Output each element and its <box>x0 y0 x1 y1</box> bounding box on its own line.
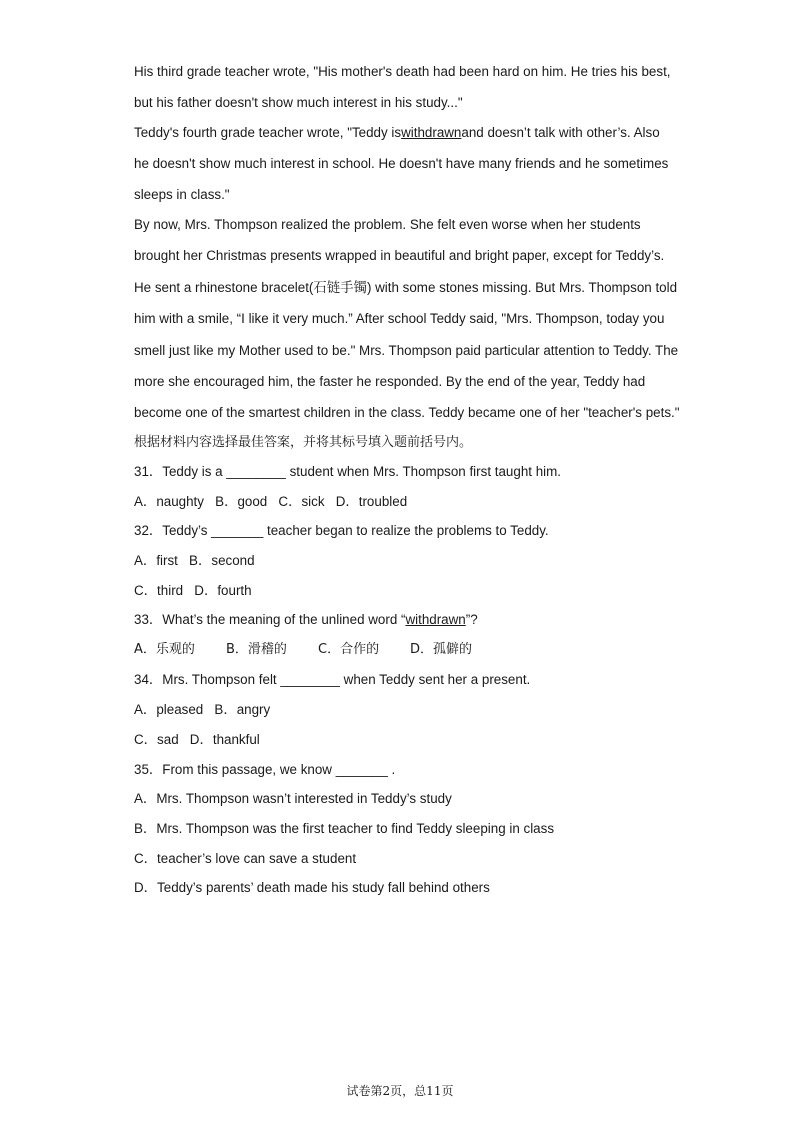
passage-line: but his father doesn't show much interest in his study..." <box>134 95 463 110</box>
option-c: C．合作的 <box>318 642 380 657</box>
stem-text: 33．What’s the meaning of the unlined word “ <box>134 612 406 627</box>
passage-line: brought her Christmas presents wrapped in beautiful and bright paper, except for Teddy’s. <box>134 248 665 263</box>
page-footer: 试卷第2页，总11页 <box>346 1084 454 1098</box>
passage-line <box>134 124 694 142</box>
underlined-word: withdrawn <box>405 612 466 627</box>
underlined-word: withdrawn <box>401 125 462 140</box>
option-b: B．滑稽的 <box>226 642 287 657</box>
question-32-options: A．first B．second <box>134 553 255 568</box>
question-32-stem: 32．Teddy’s _______ teacher began to realize the problems to Teddy. <box>134 523 549 538</box>
question-33-options <box>134 641 694 659</box>
question-34-options: A．pleased B．angry <box>134 702 271 717</box>
passage-line: By now, Mrs. Thompson realized the problem. She felt even worse when her students <box>134 217 641 232</box>
question-32-options: C．third D．fourth <box>134 583 252 598</box>
passage-line: him with a smile, “I like it very much.” After school Teddy said, "Mrs. Thompson, today you <box>134 311 665 326</box>
question-35-option-c: C．teacher’s love can save a student <box>134 851 357 866</box>
question-33-stem <box>134 611 694 629</box>
option-a: A．乐观的 <box>134 642 195 657</box>
passage-text: and doesn’t talk with other’s. Also <box>461 125 660 140</box>
question-35-stem: 35．From this passage, we know _______ . <box>134 762 396 777</box>
passage-line: smell just like my Mother used to be." Mrs. Thompson paid particular attention to Teddy. The <box>134 343 679 358</box>
passage-text: Teddy's fourth grade teacher wrote, "Teddy is <box>134 125 402 140</box>
option-d: D．孤僻的 <box>410 642 473 657</box>
question-34-options: C．sad D．thankful <box>134 732 260 747</box>
passage-line: more she encouraged him, the faster he responded. By the end of the year, Teddy had <box>134 374 646 389</box>
passage-line: He sent a rhinestone bracelet(石链手镯) with some stones missing. But Mrs. Thompson told <box>134 280 678 295</box>
passage-line: he doesn't show much interest in school. He doesn't have many friends and he sometimes <box>134 156 669 171</box>
question-35-option-a: A．Mrs. Thompson wasn’t interested in Teddy’s study <box>134 791 452 806</box>
stem-text: ”? <box>465 612 478 627</box>
passage-line: His third grade teacher wrote, "His mother's death had been hard on him. He tries his best, <box>134 64 671 79</box>
passage-line: sleeps in class." <box>134 187 230 202</box>
question-34-stem: 34．Mrs. Thompson felt ________ when Teddy sent her a present. <box>134 672 531 687</box>
question-35-option-d: D．Teddy’s parents’ death made his study fall behind others <box>134 880 490 895</box>
question-31-options: A．naughty B．good C．sick D．troubled <box>134 494 408 509</box>
passage-line: become one of the smartest children in the class. Teddy became one of her "teacher's pets." <box>134 405 680 420</box>
question-35-option-b: B．Mrs. Thompson was the first teacher to find Teddy sleeping in class <box>134 821 555 836</box>
instruction: 根据材料内容选择最佳答案，并将其标号填入题前括号内。 <box>134 435 473 450</box>
question-31-stem: 31．Teddy is a ________ student when Mrs. Thompson first taught him. <box>134 464 562 479</box>
